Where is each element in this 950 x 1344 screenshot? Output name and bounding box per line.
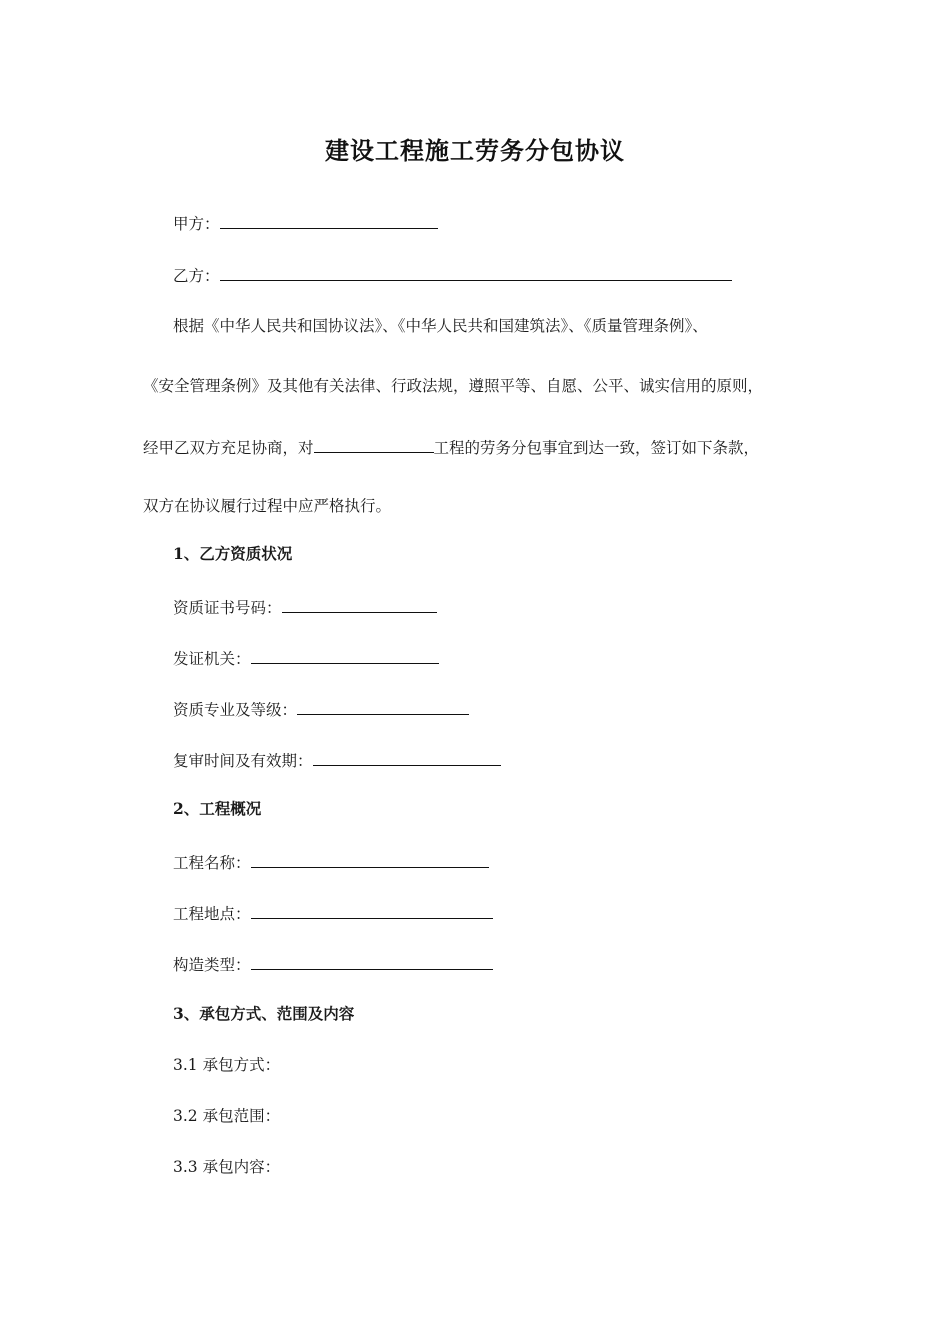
section-1-heading: 1、乙方资质状况: [173, 544, 293, 563]
issuer-label: 发证机关：: [173, 650, 251, 668]
party-b-label: 乙方：: [173, 267, 220, 285]
party-a-blank: [220, 212, 438, 229]
review-label: 复审时间及有效期：: [173, 752, 313, 770]
specialty-label: 资质专业及等级：: [173, 701, 298, 719]
cert-no-blank: [282, 596, 437, 613]
structure-type-label: 构造类型：: [173, 956, 251, 974]
preamble-line-4: 双方在协议履行过程中应严格执行。: [143, 497, 392, 515]
section-2-heading: 2、工程概况: [173, 799, 262, 818]
structure-type-blank: [251, 953, 493, 970]
project-location-line: [173, 902, 493, 924]
contract-content-line: 3.3 承包内容：: [173, 1158, 281, 1176]
specialty-line: [173, 698, 469, 720]
party-b-blank: [220, 264, 732, 281]
preamble-line-3: [143, 436, 759, 458]
specialty-blank: [297, 698, 469, 715]
preamble-line-3-before: 经甲乙双方充足协商，对: [143, 439, 314, 457]
review-line: [173, 749, 501, 771]
contract-scope-line: 3.2 承包范围：: [173, 1107, 281, 1125]
review-blank: [313, 749, 501, 766]
issuer-line: [173, 647, 439, 669]
structure-type-line: [173, 953, 493, 975]
project-location-label: 工程地点：: [173, 905, 251, 923]
issuer-blank: [251, 647, 439, 664]
party-a-line: [173, 212, 438, 234]
preamble-line-2: 《安全管理条例》及其他有关法律、行政法规，遵照平等、自愿、公平、诚实信用的原则，: [143, 377, 764, 395]
party-b-line: [173, 264, 732, 286]
preamble-line-1: 根据《中华人民共和国协议法》、《中华人民共和国建筑法》、《质量管理条例》、: [173, 317, 708, 335]
contract-mode-line: 3.1 承包方式：: [173, 1056, 281, 1074]
document-title: 建设工程施工劳务分包协议: [325, 136, 625, 165]
project-name-blank: [314, 436, 434, 453]
project-name-label: 工程名称：: [173, 854, 251, 872]
preamble-line-3-after: 工程的劳务分包事宜到达一致，签订如下条款，: [433, 439, 760, 457]
project-location-blank: [251, 902, 493, 919]
section-3-heading: 3、承包方式、范围及内容: [173, 1004, 355, 1023]
project-name-line: [173, 851, 489, 873]
party-a-label: 甲方：: [173, 215, 220, 233]
cert-no-label: 资质证书号码：: [173, 599, 282, 617]
cert-no-line: [173, 596, 437, 618]
project-name-field-blank: [251, 851, 489, 868]
